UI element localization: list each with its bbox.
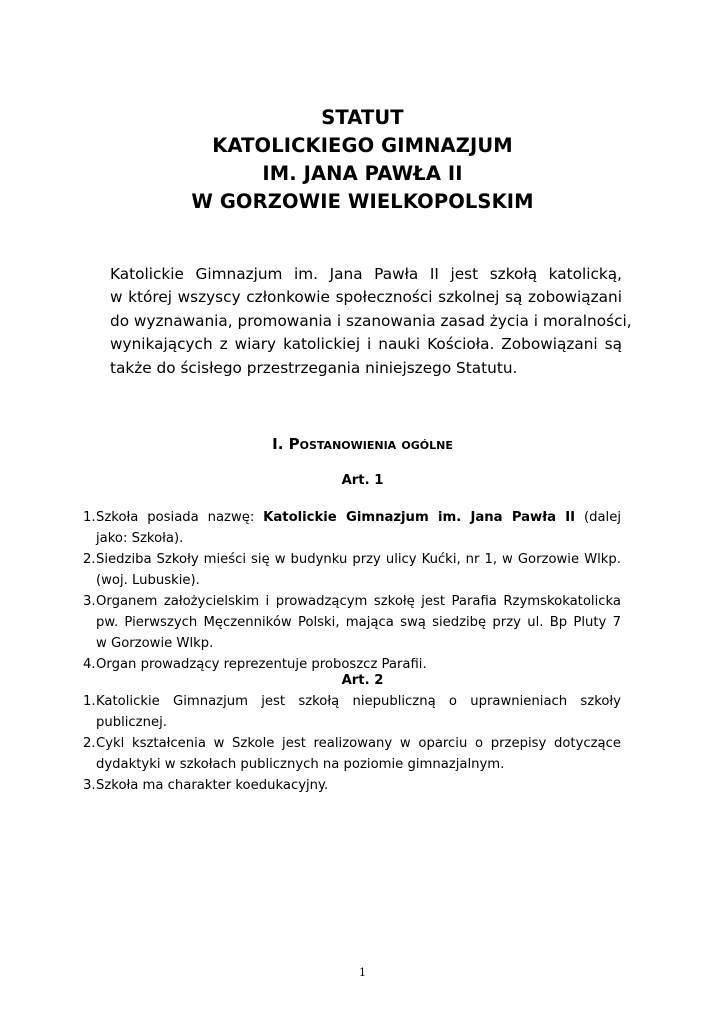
item-line: w Gorzowie Wlkp. [96, 636, 214, 651]
item-line: Organem założycielskim i prowadzącym szkołę jest Parafia Rzymskokatolicka [96, 594, 621, 609]
intro-line: Katolickie Gimnazjum im. Jana Pawła II jest szkołą katolicką, [110, 265, 622, 283]
item-number: 4. [83, 657, 96, 672]
page-number: 1 [359, 966, 366, 979]
list-item [78, 691, 621, 733]
item-number: 3. [83, 594, 96, 609]
item-number: 2. [83, 736, 96, 751]
item-number: 1. [83, 694, 96, 709]
article-2-heading: Art. 2 [341, 673, 384, 688]
item-number: 2. [83, 552, 96, 567]
intro-line: do wyznawania, promowania i szanowania zasad życia i moralności, [110, 311, 632, 330]
item-line: dydaktyki w szkołach publicznych na poziomie gimnazjalnym. [96, 757, 505, 772]
article-1-heading: Art. 1 [341, 473, 384, 488]
section-number: I. [272, 435, 284, 453]
item-line: pw. Pierwszych Męczenników Polski, mająca swą siedzibę przy ul. Bp Pluty 7 [96, 615, 621, 630]
intro-line: wynikających z wiary katolickiej i nauki Kościoła. Zobowiązani są [110, 335, 622, 354]
school-name-bold: Katolickie Gimnazjum im. Jana Pawła II [263, 510, 576, 525]
list-item [78, 591, 621, 654]
item-line: Cykl kształcenia w Szkole jest realizowany w oparciu o przepisy dotyczące [96, 736, 621, 751]
intro-line: w której wszyscy członkowie społeczności szkolnej są zobowiązani [110, 288, 622, 307]
intro-line: także do ścisłego przestrzegania niniejszego Statutu. [110, 358, 518, 377]
section-heading [60, 434, 665, 454]
item-line: publicznej. [96, 715, 167, 730]
item-line: (woj. Lubuskie). [96, 573, 200, 588]
title-line-2: KATOLICKIEGO GIMNAZJUM [212, 134, 513, 157]
list-item [78, 733, 621, 775]
item-text: Szkoła posiada nazwę: [96, 510, 264, 525]
item-number: 1. [83, 510, 96, 525]
list-item [78, 507, 621, 549]
title-line-4: W GORZOWIE WIELKOPOLSKIM [191, 190, 534, 213]
title-line-3: IM. JANA PAWŁA II [262, 162, 463, 185]
list-item [78, 549, 621, 591]
item-text: (dalej [575, 510, 621, 525]
item-line: Siedziba Szkoły mieści się w budynku przy ulicy Kućki, nr 1, w Gorzowie Wlkp. [96, 552, 621, 567]
title-line-1: STATUT [321, 106, 404, 129]
item-line [96, 507, 621, 528]
article-2-list [78, 691, 621, 796]
section-title: Postanowienia ogólne [288, 435, 453, 453]
article-1-list [78, 507, 621, 675]
list-item [78, 775, 621, 796]
item-line: Katolickie Gimnazjum jest szkołą niepubliczną o uprawnieniach szkoły [96, 694, 621, 709]
document-title [60, 104, 665, 216]
intro-paragraph [110, 263, 632, 380]
item-line: Szkoła ma charakter koedukacyjny. [96, 778, 329, 793]
item-number: 3. [83, 778, 96, 793]
item-line: Organ prowadzący reprezentuje proboszcz Parafii. [96, 657, 427, 672]
item-line: jako: Szkoła). [96, 531, 184, 546]
